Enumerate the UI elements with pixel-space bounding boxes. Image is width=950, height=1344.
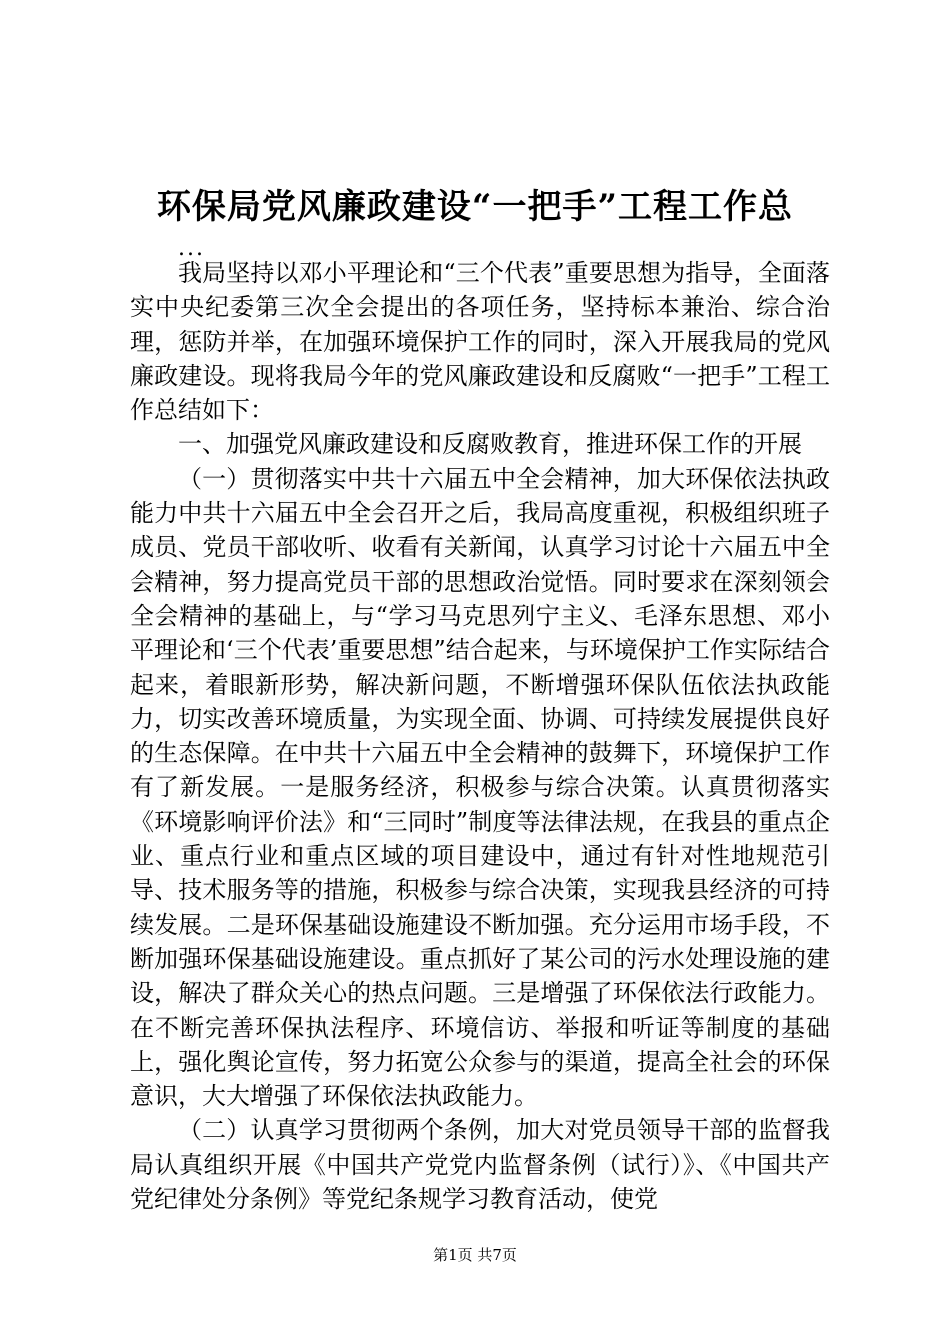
document-body (130, 256, 830, 1216)
paragraph-intro: 我局坚持以邓小平理论和“三个代表”重要思想为指导，全面落实中央纪委第三次全会提出的各项任务，坚持标本兼治、综合治理，惩防并举，在加强环境保护工作的同时，深入开展我局的党风廉政建设。现将我局今年的党风廉政建设和反腐败“一把手”工程工作总结如下： (130, 259, 830, 425)
page-footer: 第1页 共7页 (433, 1246, 517, 1264)
title-ellipsis: ... (178, 236, 205, 261)
paragraph-subsection-2: （二）认真学习贯彻两个条例，加大对党员领导干部的监督我局认真组织开展《中国共产党党内监督条例（试行）》、《中国共产党纪律处分条例》等党纪条规学习教育活动，使党 (130, 1116, 830, 1214)
section-heading-1: 一、加强党风廉政建设和反腐败教育，推进环保工作的开展 (178, 430, 802, 459)
document-title: 环保局党风廉政建设“一把手”工程工作总 (156, 187, 794, 227)
paragraph-subsection-1: （一）贯彻落实中共十六届五中全会精神，加大环保依法执政能力中共十六届五中全会召开之后，我局高度重视，积极组织班子成员、党员干部收听、收看有关新闻，认真学习讨论十六届五中全会精神，努力提高党员干部的思想政治觉悟。同时要求在深刻领会全会精神的基础上，与“学习马克思列宁主义、毛泽东思想、邓小平理论和‘三个代表’重要思想”结合起来，与环境保护工作实际结合起来，着眼新形势，解决新问题，不断增强环保队伍依法执政能力，切实改善环境质量，为实现全面、协调、可持续发展提供良好的生态保障。在中共十六届五中全会精神的鼓舞下，环境保护工作有了新发展。一是服务经济，积极参与综合决策。认真贯彻落实《环境影响评价法》和“三同时”制度等法律法规，在我县的重点企业、重点行业和重点区域的项目建设中，通过有针对性地规范引导、技术服务等的措施，积极参与综合决策，实现我县经济的可持续发展。二是环保基础设施建设不断加强。充分运用市场手段，不断加强环保基础设施建设。重点抓好了某公司的污水处理设施的建设，解决了群众关心的热点问题。三是增强了环保依法行政能力。在不断完善环保执法程序、环境信访、举报和听证等制度的基础上，强化舆论宣传，努力拓宽公众参与的渠道，提高全社会的环保意识，大大增强了环保依法执政能力。 (130, 464, 830, 1111)
